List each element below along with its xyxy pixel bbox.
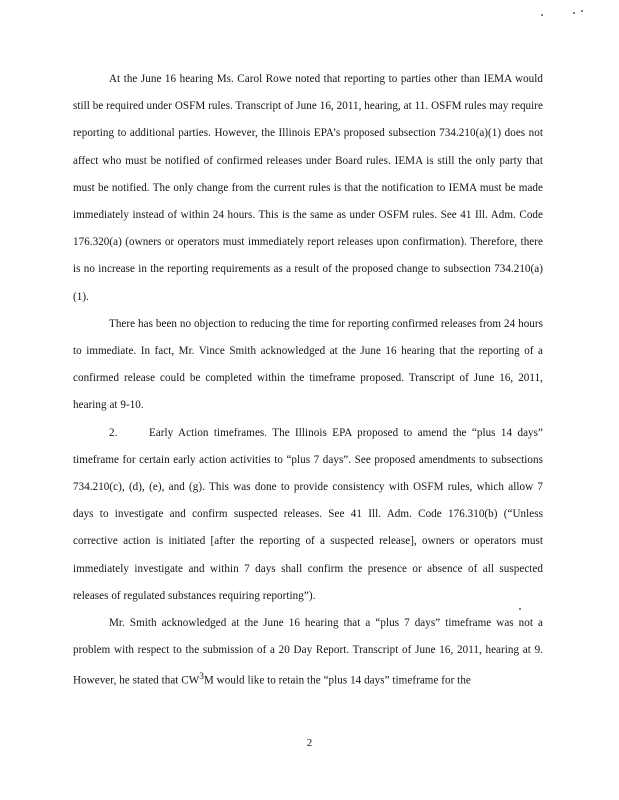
paragraph-no-objection: There has been no objection to reducing the time for reporting confirmed releases from 24 hours to immediate. In fact, Mr. Vince Smith acknowledged at the June 16 hearing that the reporting of a confirmed release could be completed within the timeframe proposed. Transcript of June 16, 2011, hearing at 9-10.	[73, 317, 543, 412]
numbered-item-early-action	[73, 420, 543, 610]
paragraph-text-part2: M would like to retain the “plus 14 days” timeframe for the	[203, 675, 471, 688]
paragraph-reporting-iema: At the June 16 hearing Ms. Carol Rowe noted that reporting to parties other than IEMA would still be required under OSFM rules. Transcript of June 16, 2011, hearing, at 11. OSFM rules may require reporting to additional parties. However, the Illinois EPA’s proposed subsection 734.210(a)(1) does not affect who must be notified of confirmed releases under Board rules. IEMA is still the only party that must be notified. The only change from the current rules is that the notification to IEMA must be made immediately instead of within 24 hours. This is the same as under OSFM rules. See 41 Ill. Adm. Code 176.320(a) (owners or operators must immediately report releases upon confirmation). Therefore, there is no increase in the reporting requirements as a result of the proposed change to subsection 734.210(a)(1).	[73, 73, 543, 303]
superscript: 3	[199, 672, 204, 683]
scan-speck	[581, 10, 583, 12]
scan-speck	[573, 12, 575, 14]
item-text: Early Action timeframes. The Illinois EPA proposed to amend the “plus 14 days” timeframe for certain early action activities to “plus 7 days”. See proposed amendments to subsections 734.210(c), (d), (e), and (g). This was done to provide consistency with OSFM rules, which allow 7 days to investigate and confirm suspected releases. See 41 Ill. Adm. Code 176.310(b) (“Unless corrective action is initiated [after the reporting of a suspected release], owners or operators must immediately investigate and within 7 days shall confirm the presence or absence of all suspected releases of regulated substances requiring reporting”).	[73, 426, 543, 602]
paragraph-text-part1: Mr. Smith acknowledged at the June 16 hearing that a “plus 7 days” timeframe was not a problem with respect to the submission of a 20 Day Report. Transcript of June 16, 2011, hearing at 9. However, he stated that CW	[73, 617, 543, 688]
page-number: 2	[306, 737, 313, 749]
scan-speck	[541, 14, 543, 16]
document-body	[73, 66, 543, 695]
paragraph-smith-acknowledged	[73, 610, 543, 695]
item-number: 2.	[109, 426, 118, 439]
